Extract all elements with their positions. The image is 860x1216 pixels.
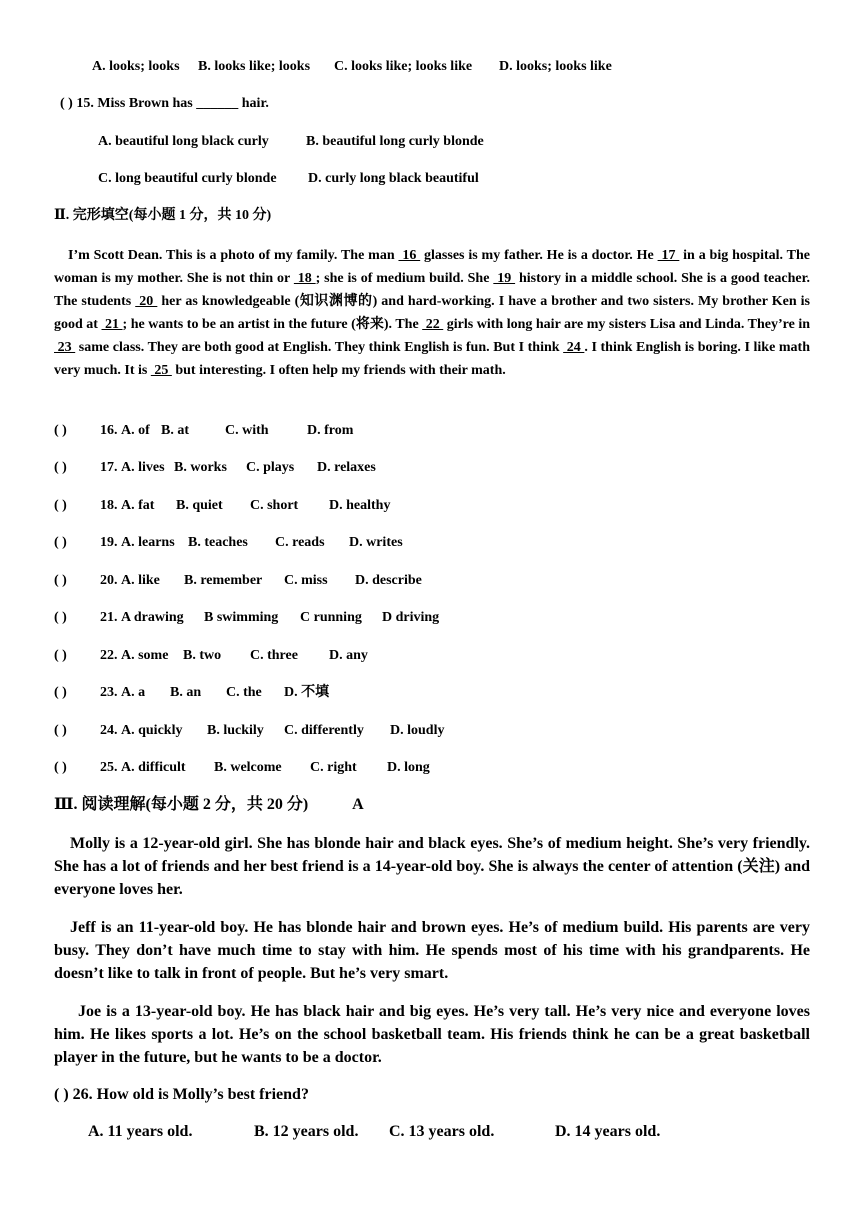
reading-paragraph-jeff: Jeff is an 11-year-old boy. He has blonde hair and brown eyes. He’s of medium build. His parents are very busy. They don’t have much time to stay with him. He spends most of his time with his grandparents. He doesn’t like to talk in front of people. But he’s very smart. [54, 919, 810, 982]
option-b: B. at [161, 423, 189, 438]
q26-options [88, 1122, 660, 1142]
q14-option-b: B. looks like; looks [198, 59, 311, 74]
option-b: B. an [170, 685, 202, 700]
option-c: C. plays [246, 460, 295, 475]
q15-option-c: C. long beautiful curly blonde [98, 171, 277, 186]
option-d: D. writes [349, 535, 403, 550]
option-b: B. teaches [188, 535, 248, 550]
option-a: A. lives [121, 460, 165, 475]
section3-title-text: Ⅲ. 阅读理解(每小题 2 分，共 20 分) [54, 796, 309, 813]
option-c: C. the [226, 685, 262, 700]
cloze-blank-20: 20 [135, 294, 158, 309]
answer-paren: ( ) [54, 723, 67, 738]
q15-stem-text: 15. Miss Brown has [76, 96, 197, 111]
option-a: A. like [121, 573, 160, 588]
question-22 [54, 647, 368, 665]
option-d: D. 不填 [284, 685, 330, 700]
option-c: C. right [310, 760, 357, 775]
question-number: 21. [100, 610, 118, 625]
cloze-text: in a big hospital. The woman is my mother. She is not thin or [54, 248, 810, 286]
question-21 [54, 609, 439, 627]
question-25 [54, 759, 430, 777]
question-18 [54, 497, 390, 515]
reading-paragraph-joe: Joe is a 13-year-old boy. He has black hair and big eyes. He’s very tall. He’s very nice and everyone loves him. He likes sports a lot. He’s on the school basketball team. His friends think he can be a great basketball player in the future, but he wants to be a doctor. [54, 1003, 810, 1066]
cloze-blank-19: 19 [493, 271, 516, 286]
cloze-text: girls with long hair are my sisters Lisa and Linda. They’re in [443, 317, 811, 332]
question-number: 22. [100, 648, 118, 663]
question-number: 23. [100, 685, 118, 700]
option-c: C. differently [284, 723, 364, 738]
question-number: 16. [100, 423, 118, 438]
option-c: C. three [250, 648, 298, 663]
option-d: D. loudly [390, 723, 445, 738]
answer-paren: ( ) [54, 460, 67, 475]
question-number: 25. [100, 760, 118, 775]
cloze-text: her as knowledgeable (知识渊博的) and hard-working. I have a brother and two sisters. My brother Ken is good at [54, 294, 811, 332]
option-b: B. quiet [176, 498, 223, 513]
option-d: D. long [387, 760, 430, 775]
question-number: 17. [100, 460, 118, 475]
question-16 [54, 422, 353, 440]
cloze-blank-22: 22 [422, 317, 444, 332]
q15-stem-end: hair. [238, 96, 269, 111]
option-b: B. luckily [207, 723, 264, 738]
question-20 [54, 572, 422, 590]
option-c: C running [300, 610, 362, 625]
option-a: A. difficult [121, 760, 186, 775]
cloze-blank-23: 23 [54, 340, 76, 355]
q15-options-row1 [98, 133, 484, 151]
answer-paren: ( ) [54, 573, 67, 588]
question-23 [54, 684, 329, 702]
question-24 [54, 722, 444, 740]
option-d: D. healthy [329, 498, 391, 513]
q15-options-row2 [98, 170, 479, 188]
question-number: 18. [100, 498, 118, 513]
question-19 [54, 534, 403, 552]
cloze-text: same class. They are both good at English. They think English is fun. But I think [75, 340, 564, 355]
cloze-blank-21: 21 [101, 317, 123, 332]
q14-option-c: C. looks like; looks like [334, 59, 473, 74]
cloze-blank-16: 16 [398, 248, 421, 263]
option-d: D. any [329, 648, 368, 663]
cloze-blank-24: 24 [563, 340, 585, 355]
q26-option-b: B. 12 years old. [254, 1123, 359, 1140]
option-d: D driving [382, 610, 440, 625]
option-a: A. a [121, 685, 146, 700]
answer-paren: ( ) [54, 760, 67, 775]
answer-paren: ( ) [54, 685, 67, 700]
option-b: B. works [174, 460, 227, 475]
option-a: A drawing [121, 610, 184, 625]
option-d: D. describe [355, 573, 422, 588]
q15-option-a: A. beautiful long black curly [98, 134, 269, 149]
option-d: D. from [307, 423, 354, 438]
q26-option-a: A. 11 years old. [88, 1123, 193, 1140]
q15-option-d: D. curly long black beautiful [308, 171, 479, 186]
cloze-text: ; he wants to be an artist in the future (将来). The [122, 317, 423, 332]
answer-paren: ( ) [54, 535, 67, 550]
q26-stem-text: 26. How old is Molly’s best friend? [72, 1086, 309, 1103]
cloze-text: but interesting. I often help my friends with their math. [171, 363, 506, 378]
q26-option-d: D. 14 years old. [555, 1123, 661, 1140]
q15-option-b: B. beautiful long curly blonde [306, 134, 484, 149]
section3-part-label: A [352, 796, 364, 813]
option-a: A. some [121, 648, 169, 663]
option-a: A. quickly [121, 723, 183, 738]
option-b: B swimming [204, 610, 279, 625]
question-number: 20. [100, 573, 118, 588]
answer-paren: ( ) [54, 648, 67, 663]
q14-option-d: D. looks; looks like [499, 59, 612, 74]
option-d: D. relaxes [317, 460, 376, 475]
cloze-blank-18: 18 [293, 271, 316, 286]
q14-options [92, 58, 612, 76]
answer-paren: ( ) [54, 1086, 69, 1103]
reading-paragraph-molly: Molly is a 12-year-old girl. She has blonde hair and black eyes. She’s of medium height. She’s very friendly. She has a lot of friends and her best friend is a 14-year-old boy. She is always the center of attention (关注) and everyone loves her. [54, 835, 810, 898]
q26-option-c: C. 13 years old. [389, 1123, 495, 1140]
option-a: A. fat [121, 498, 155, 513]
cloze-blank-17: 17 [657, 248, 680, 263]
option-b: B. two [183, 648, 222, 663]
cloze-blank-25: 25 [150, 363, 172, 378]
option-b: B. welcome [214, 760, 282, 775]
question-number: 19. [100, 535, 118, 550]
answer-paren: ( ) [60, 96, 73, 111]
cloze-text: I’m Scott Dean. This is a photo of my family. The man [68, 248, 399, 263]
option-c: C. reads [275, 535, 325, 550]
q15-blank: ______ [196, 96, 239, 111]
option-c: C. miss [284, 573, 328, 588]
answer-paren: ( ) [54, 498, 67, 513]
q15-stem [60, 95, 269, 113]
question-17 [54, 459, 376, 477]
answer-paren: ( ) [54, 423, 67, 438]
cloze-text: . I think English is boring. I like math very much. It is [54, 340, 811, 378]
cloze-passage [54, 244, 810, 382]
answer-paren: ( ) [54, 610, 67, 625]
q14-option-a: A. looks; looks [92, 59, 180, 74]
option-c: C. with [225, 423, 269, 438]
option-a: A. of [121, 423, 150, 438]
cloze-text: glasses is my father. He is a doctor. He [420, 248, 658, 263]
section2-title: Ⅱ. 完形填空(每小题 1 分，共 10 分) [54, 208, 272, 223]
cloze-text: history in a middle school. She is a good teacher. The students [54, 271, 811, 309]
option-c: C. short [250, 498, 299, 513]
q26-stem [54, 1085, 309, 1105]
question-number: 24. [100, 723, 118, 738]
cloze-text: ; she is of medium build. She [315, 271, 494, 286]
option-a: A. learns [121, 535, 175, 550]
section3-title [54, 795, 364, 815]
option-b: B. remember [184, 573, 263, 588]
